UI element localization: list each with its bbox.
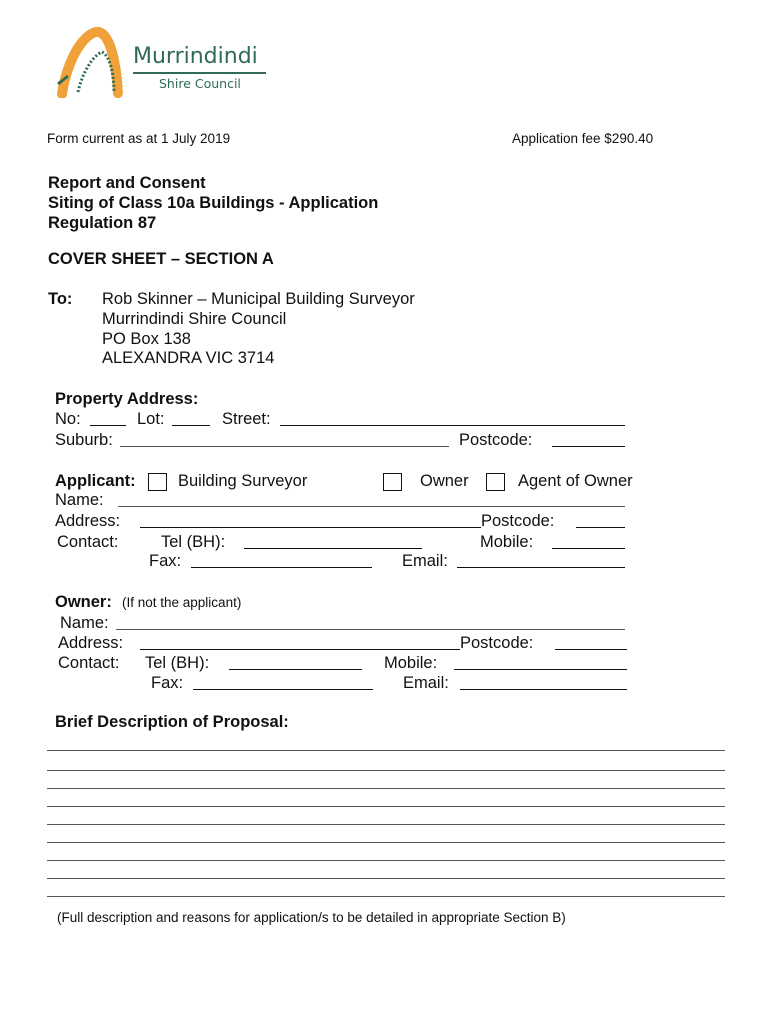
property-street-label: Street: bbox=[222, 410, 271, 428]
to-label: To: bbox=[48, 290, 73, 308]
proposal-line-9[interactable] bbox=[47, 896, 725, 897]
logo-rule bbox=[133, 72, 266, 74]
title-line-2: Siting of Class 10a Buildings - Application bbox=[48, 194, 379, 212]
owner-mobile-field[interactable] bbox=[454, 669, 627, 670]
proposal-line-2[interactable] bbox=[47, 770, 725, 771]
applicant-heading: Applicant: bbox=[55, 472, 136, 490]
applicant-postcode-label: Postcode: bbox=[481, 512, 555, 530]
owner-fax-label: Fax: bbox=[151, 674, 184, 692]
agent-of-owner-checkbox[interactable] bbox=[486, 473, 505, 491]
proposal-line-1[interactable] bbox=[47, 750, 725, 751]
applicant-tel-field[interactable] bbox=[244, 548, 422, 549]
to-line-2: Murrindindi Shire Council bbox=[102, 310, 287, 328]
agent-of-owner-label: Agent of Owner bbox=[518, 472, 633, 490]
property-heading: Property Address: bbox=[55, 390, 199, 408]
boomerang-logo-icon bbox=[56, 26, 136, 98]
owner-mobile-label: Mobile: bbox=[384, 654, 438, 672]
proposal-line-5[interactable] bbox=[47, 824, 725, 825]
proposal-heading: Brief Description of Proposal: bbox=[55, 713, 289, 731]
applicant-name-field[interactable] bbox=[118, 506, 625, 507]
property-street-field[interactable] bbox=[280, 425, 625, 426]
owner-checkbox[interactable] bbox=[383, 473, 402, 491]
owner-name-label: Name: bbox=[60, 614, 109, 632]
logo-name: Murrindindi bbox=[133, 44, 258, 69]
proposal-line-8[interactable] bbox=[47, 878, 725, 879]
application-fee: Application fee $290.40 bbox=[512, 131, 654, 146]
property-lot-field[interactable] bbox=[172, 425, 210, 426]
applicant-email-field[interactable] bbox=[457, 567, 625, 568]
proposal-line-4[interactable] bbox=[47, 806, 725, 807]
owner-tel-field[interactable] bbox=[229, 669, 362, 670]
owner-name-field[interactable] bbox=[116, 629, 625, 630]
applicant-address-field[interactable] bbox=[140, 527, 481, 528]
owner-heading: Owner: bbox=[55, 593, 112, 611]
applicant-email-label: Email: bbox=[402, 552, 448, 570]
applicant-contact-label: Contact: bbox=[57, 533, 119, 551]
proposal-line-3[interactable] bbox=[47, 788, 725, 789]
owner-option-label: Owner bbox=[420, 472, 469, 490]
applicant-postcode-field[interactable] bbox=[576, 527, 625, 528]
to-line-3: PO Box 138 bbox=[102, 330, 191, 348]
owner-contact-label: Contact: bbox=[58, 654, 120, 672]
owner-postcode-field[interactable] bbox=[555, 649, 627, 650]
proposal-line-7[interactable] bbox=[47, 860, 725, 861]
owner-fax-field[interactable] bbox=[193, 689, 373, 690]
owner-postcode-label: Postcode: bbox=[460, 634, 534, 652]
title-line-3: Regulation 87 bbox=[48, 214, 157, 232]
building-surveyor-label: Building Surveyor bbox=[178, 472, 308, 490]
section-heading: COVER SHEET – SECTION A bbox=[48, 250, 274, 268]
owner-tel-label: Tel (BH): bbox=[145, 654, 210, 672]
proposal-line-6[interactable] bbox=[47, 842, 725, 843]
owner-email-field[interactable] bbox=[460, 689, 627, 690]
applicant-name-label: Name: bbox=[55, 491, 104, 509]
building-surveyor-checkbox[interactable] bbox=[148, 473, 167, 491]
title-line-1: Report and Consent bbox=[48, 174, 206, 192]
form-current-date: Form current as at 1 July 2019 bbox=[47, 131, 231, 146]
property-postcode-label: Postcode: bbox=[459, 431, 533, 449]
to-line-4: ALEXANDRA VIC 3714 bbox=[102, 349, 275, 367]
property-postcode-field[interactable] bbox=[552, 446, 625, 447]
applicant-address-label: Address: bbox=[55, 512, 121, 530]
applicant-tel-label: Tel (BH): bbox=[161, 533, 226, 551]
applicant-mobile-field[interactable] bbox=[552, 548, 625, 549]
property-suburb-field[interactable] bbox=[120, 446, 449, 447]
owner-address-field[interactable] bbox=[140, 649, 460, 650]
owner-address-label: Address: bbox=[58, 634, 124, 652]
applicant-fax-label: Fax: bbox=[149, 552, 182, 570]
proposal-footnote: (Full description and reasons for application/s to be detailed in appropriate Section B) bbox=[57, 910, 566, 925]
property-no-field[interactable] bbox=[90, 425, 126, 426]
property-suburb-label: Suburb: bbox=[55, 431, 113, 449]
property-lot-label: Lot: bbox=[137, 410, 165, 428]
property-no-label: No: bbox=[55, 410, 81, 428]
owner-note: (If not the applicant) bbox=[122, 595, 242, 610]
owner-email-label: Email: bbox=[403, 674, 449, 692]
logo-sub: Shire Council bbox=[159, 76, 241, 91]
applicant-fax-field[interactable] bbox=[191, 567, 372, 568]
applicant-mobile-label: Mobile: bbox=[480, 533, 534, 551]
to-line-1: Rob Skinner – Municipal Building Surveyor bbox=[102, 290, 415, 308]
